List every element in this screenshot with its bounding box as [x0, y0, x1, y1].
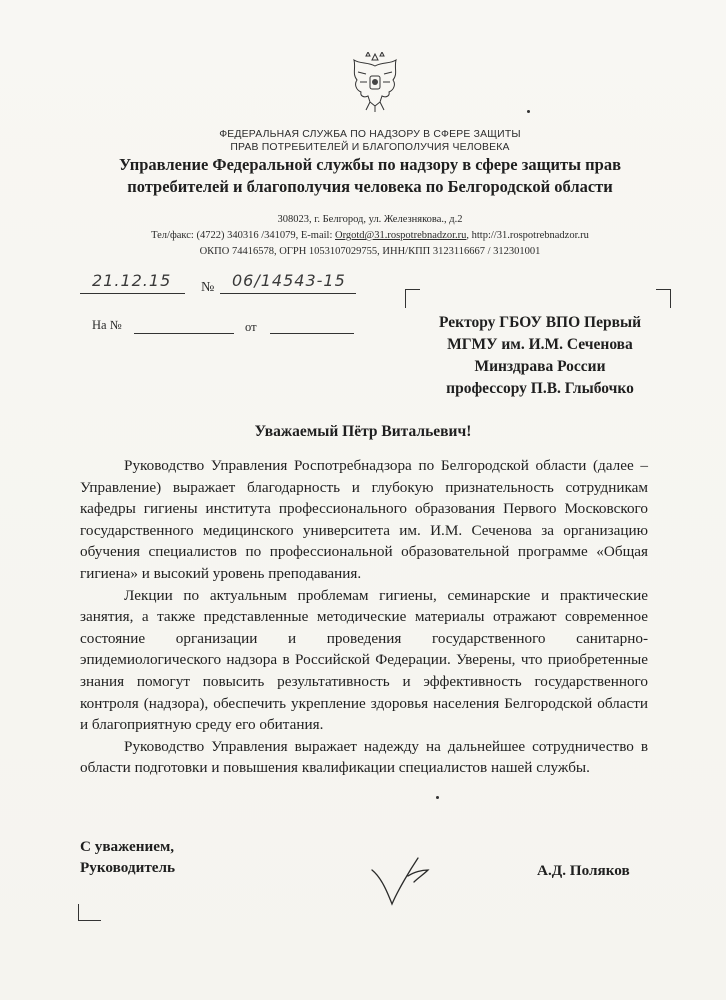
paragraph-1: Руководство Управления Роспотребнадзора по Белгородской области (далее – Управление) выражает благодарность и глубокую признательность сотрудникам кафедры гигиены института профессионального образования Первого Московского государственного медицинского университета им. И.М. Сеченова за организацию обучения специалистов по профессиональной образовательной программе «Общая гигиена» и высокий уровень преподавания.	[80, 457, 648, 582]
reply-date-label: от	[245, 320, 257, 334]
addressee	[418, 312, 662, 400]
agency-name	[160, 128, 580, 154]
addressee-line-2: МГМУ им. И.М. Сеченова	[447, 336, 633, 353]
signer-name: А.Д. Поляков	[537, 862, 630, 879]
paragraph-2: Лекции по актуальным проблемам гигиены, семинарские и практические занятия, а также представленные методические материалы отражают современное состояние организации и проведения государственного санитарно-эпидемиологического надзора в Российской Федерации. Уверены, что приобретенные знания помогут повысить результативность и эффективность государственного контроля (надзора), обеспечить укрепление здоровья населения Белгородской области и благоприятную среду его обитания.	[80, 586, 648, 734]
addressee-line-1: Ректору ГБОУ ВПО Первый	[439, 314, 641, 331]
addressee-bracket-right	[656, 289, 671, 308]
coat-of-arms-icon	[348, 52, 402, 112]
organization-line-2: потребителей и благополучия человека по Белгородской области	[127, 177, 613, 196]
outgoing-date: 21.12.15	[92, 271, 172, 290]
greeting: Уважаемый Пётр Витальевич!	[254, 423, 472, 440]
agency-line-1: ФЕДЕРАЛЬНАЯ СЛУЖБА ПО НАДЗОРУ В СФЕРЕ ЗАЩИТЫ	[219, 129, 521, 140]
addressee-line-3: Минздрава России	[474, 358, 606, 375]
agency-line-2: ПРАВ ПОТРЕБИТЕЛЕЙ И БЛАГОПОЛУЧИЯ ЧЕЛОВЕКА	[230, 142, 510, 153]
corner-mark	[78, 904, 101, 921]
reply-to-label: На №	[92, 318, 122, 332]
closing-position: Руководитель	[80, 859, 176, 876]
organization-name	[90, 154, 650, 198]
address: 308023, г. Белгород, ул. Железнякова., д.2	[277, 214, 463, 225]
reply-number-line	[134, 333, 234, 334]
website: , http://31.rospotrebnadzor.ru	[466, 230, 589, 241]
reply-date-line	[270, 333, 354, 334]
closing	[80, 836, 175, 878]
speck	[436, 796, 439, 799]
addressee-bracket-left	[405, 289, 420, 308]
speck	[527, 110, 530, 113]
addressee-line-4: профессору П.В. Глыбочко	[446, 380, 634, 397]
contact-block	[120, 212, 620, 260]
paragraph-3: Руководство Управления выражает надежду на дальнейшее сотрудничество в области подготовки и повышения квалификации специалистов нашей службы.	[80, 737, 648, 777]
registration-codes: ОКПО 74416578, ОГРН 1053107029755, ИНН/КПП 3123116667 / 312301001	[199, 246, 541, 257]
number-label: №	[201, 280, 215, 295]
phone-email-line	[120, 228, 620, 244]
organization-line-1: Управление Федеральной службы по надзору в сфере защиты прав	[118, 155, 622, 174]
letter-body	[80, 455, 648, 779]
closing-regards: С уважением,	[80, 838, 175, 855]
signature	[368, 848, 448, 908]
email-link[interactable]: Orgotd@31.rospotrebnadzor.ru	[335, 230, 467, 241]
outgoing-number: 06/14543-15	[232, 271, 346, 290]
number-underline	[220, 293, 356, 294]
date-underline	[80, 293, 185, 294]
phone: Тел/факс: (4722) 340316 /341079, E-mail:	[151, 230, 335, 241]
